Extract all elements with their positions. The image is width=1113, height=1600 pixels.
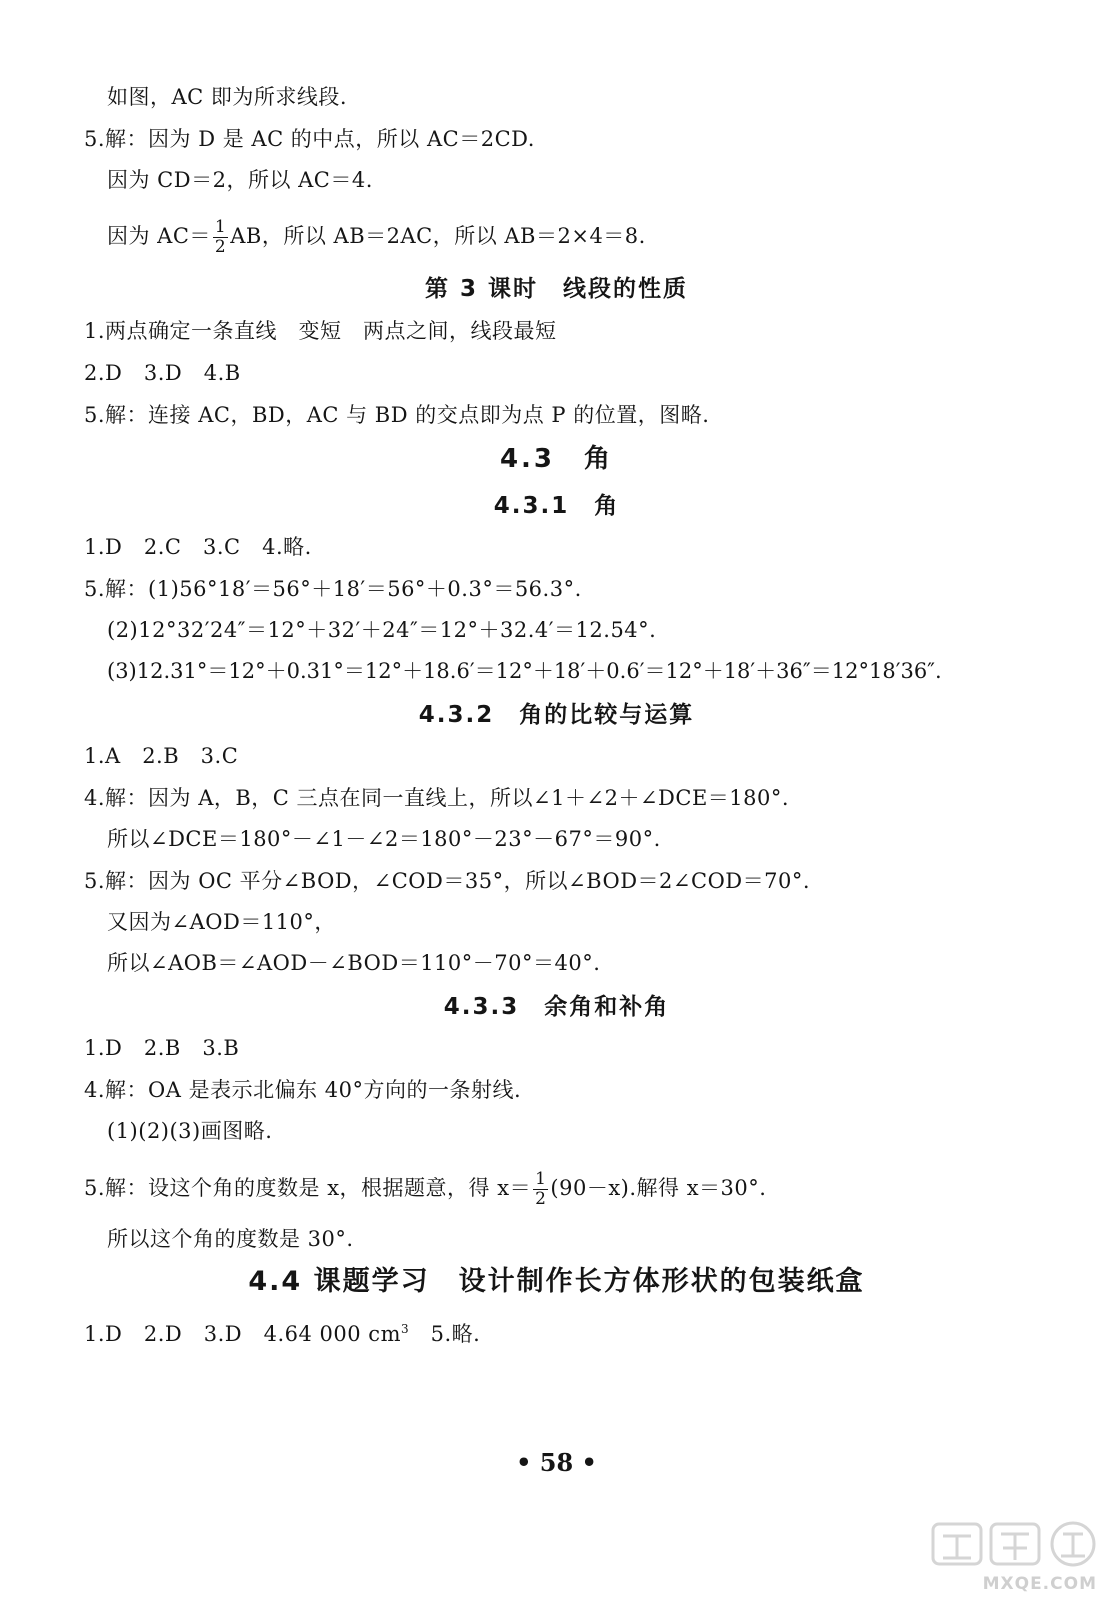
text-line: 1.两点确定一条直线 变短 两点之间，线段最短 (84, 319, 557, 343)
section-heading: 4.3.1 角 (493, 493, 620, 519)
text-line: 5.解：(1)56°18′＝56°＋18′＝56°＋0.3°＝56.3°. (84, 577, 582, 601)
fraction-line (84, 1170, 766, 1209)
page-number: • 58 • (516, 1448, 597, 1477)
text-line: (1)(2)(3)画图略. (107, 1119, 273, 1143)
watermark-logo-icon (931, 1520, 1101, 1568)
text-fragment: (90－x).解得 x＝30°. (550, 1176, 767, 1200)
text-line: 所以这个角的度数是 30°. (107, 1227, 354, 1251)
text-line: 1.A 2.B 3.C (84, 744, 239, 768)
text-line: 因为 CD＝2，所以 AC＝4. (107, 168, 373, 192)
text-fragment: 5.解：设这个角的度数是 x，根据题意，得 x＝ (84, 1176, 532, 1200)
fraction-denominator: 2 (535, 1189, 547, 1209)
text-fragment: AB，所以 AB＝2AC，所以 AB＝2×4＝8. (230, 224, 646, 248)
section-heading: 4.3.2 角的比较与运算 (418, 702, 695, 728)
fraction (213, 218, 228, 257)
superscript: 3 (400, 1322, 410, 1336)
text-line: 5.解：因为 OC 平分∠BOD，∠COD＝35°，所以∠BOD＝2∠COD＝70°. (84, 869, 811, 893)
text-line: 1.D 2.B 3.B (84, 1036, 240, 1060)
text-fragment: 因为 AC＝ (107, 224, 211, 248)
fraction-denominator: 2 (214, 237, 227, 257)
text-line (84, 1316, 480, 1347)
text-fragment: 5.略. (409, 1322, 481, 1346)
text-line: 4.解：OA 是表示北偏东 40°方向的一条射线. (84, 1078, 522, 1102)
section-heading: 4.3 角 (499, 444, 614, 474)
text-line: 所以∠DCE＝180°－∠1－∠2＝180°－23°－67°＝90°. (107, 827, 661, 851)
text-line: (3)12.31°＝12°＋0.31°＝12°＋18.6′＝12°＋18′＋0.6′＝12°＋18′＋36″＝12°18′36″. (107, 659, 942, 683)
section-heading: 4.4 课题学习 设计制作长方体形状的包装纸盒 (248, 1266, 865, 1297)
text-line: 5.解：因为 D 是 AC 的中点，所以 AC＝2CD. (84, 127, 535, 151)
text-line: 2.D 3.D 4.B (84, 361, 241, 385)
text-line: 5.解：连接 AC，BD，AC 与 BD 的交点即为点 P 的位置，图略. (84, 403, 710, 427)
section-heading: 4.3.3 余角和补角 (443, 994, 670, 1020)
section-heading: 第 3 课时 线段的性质 (424, 276, 689, 302)
text-line: 1.D 2.C 3.C 4.略. (84, 535, 312, 559)
fraction-line (107, 218, 646, 257)
text-fragment: 1.D 2.D 3.D 4.64 000 cm (84, 1322, 401, 1346)
text-line: 所以∠AOB＝∠AOD－∠BOD＝110°－70°＝40°. (107, 951, 601, 975)
watermark-site: MXQE.COM (982, 1574, 1097, 1594)
text-line: 如图，AC 即为所求线段. (107, 85, 348, 109)
text-line: (2)12°32′24″＝12°＋32′＋24″＝12°＋32.4′＝12.54°. (107, 618, 657, 642)
fraction-numerator: 1 (535, 1169, 547, 1189)
text-line: 4.解：因为 A，B，C 三点在同一直线上，所以∠1＋∠2＋∠DCE＝180°. (84, 786, 790, 810)
fraction (533, 1170, 548, 1209)
fraction-numerator: 1 (214, 217, 227, 237)
text-line: 又因为∠AOD＝110°， (107, 910, 336, 934)
watermark (931, 1520, 1101, 1594)
